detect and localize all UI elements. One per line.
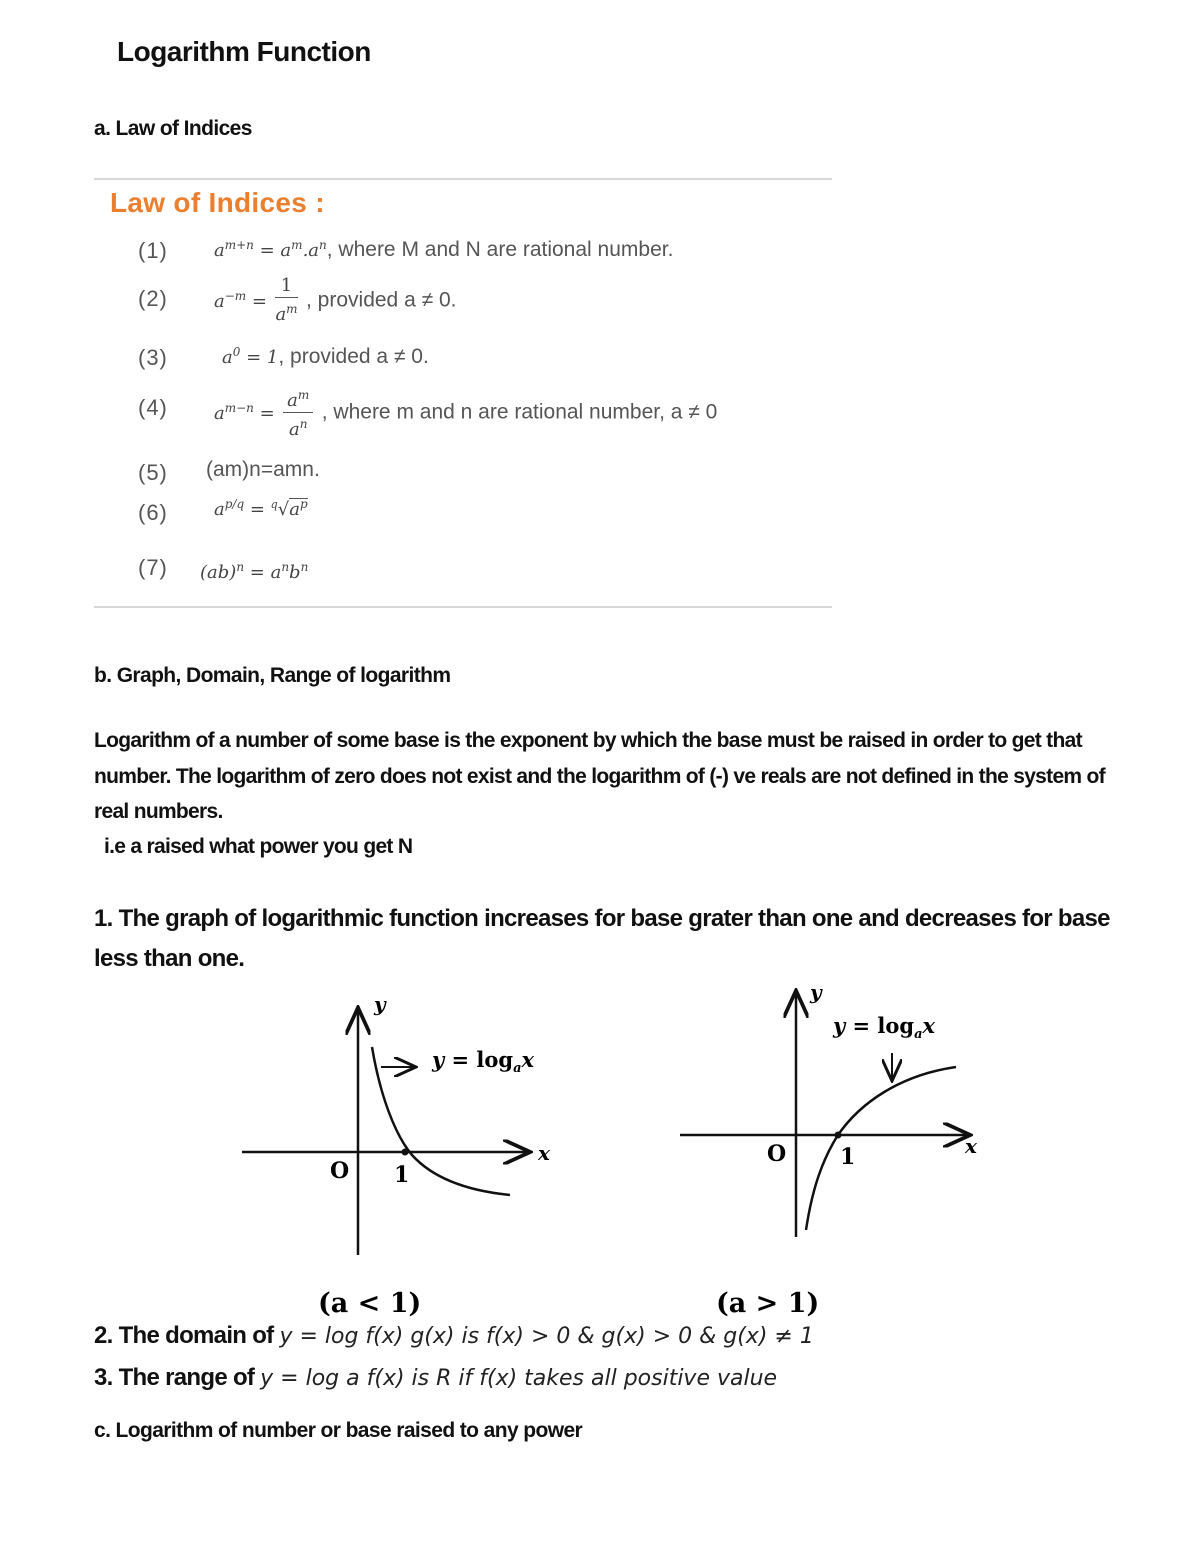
point-3 — [94, 1364, 777, 1392]
law-4: $a^{m-n}$ = $\frac{a^m}{a^n}$ , where m and n are rational number, a ≠ 0 — [214, 384, 717, 441]
point-1: 1. The graph of logarithmic function increases for base grater than one and decreases for base less than one. — [94, 905, 1110, 972]
law-5: (am)n=amn. — [206, 458, 320, 481]
definition-ie: i.e a raised what power you get N — [104, 835, 413, 858]
law-6: $a^{p/q} = ^q√a^p$ — [214, 497, 308, 520]
point-3-math: y = log a f(x) is R if f(x) takes all positive value — [260, 1366, 778, 1391]
graph-left-caption: (a < 1) — [318, 1288, 422, 1319]
intercept-point — [402, 1149, 409, 1156]
law-number: (1) — [138, 238, 168, 263]
definition-paragraph: Logarithm of a number of some base is the exponent by which the base must be raised in order to get that number. The logarithm of zero does not exist and the logarithm of (-) ve reals are not defined in the system of real numbers. — [94, 729, 1105, 823]
graph-left — [242, 992, 551, 1319]
y-axis-label: y — [374, 992, 386, 1016]
section-a-heading: a. Law of Indices — [94, 117, 252, 140]
intercept-point — [835, 1132, 842, 1139]
section-b-heading: b. Graph, Domain, Range of logarithm — [94, 664, 451, 687]
law-number: (5) — [138, 460, 168, 485]
x-axis-label: x — [965, 1134, 977, 1158]
section-c-heading: c. Logarithm of number or base raised to any power — [94, 1419, 583, 1442]
point-2-math: y = log f(x) g(x) is f(x) > 0 & g(x) > 0 & g(x) ≠ 1 — [279, 1324, 814, 1349]
law-7: $(ab)^n = a^nb^n$ — [200, 560, 309, 583]
log-graphs — [0, 975, 1200, 1320]
box-bottom-rule — [94, 606, 832, 608]
law-of-indices-title: Law of Indices : — [110, 187, 325, 218]
origin-label: O — [330, 1158, 350, 1184]
law-number: (6) — [138, 500, 168, 525]
curve-label: $y = \log_ax$ — [833, 1013, 936, 1042]
law-1: $a^{m+n} = a^m.a^n$, where M and N are rational number. — [214, 238, 674, 261]
increasing-curve — [806, 1067, 956, 1230]
point-2 — [94, 1322, 814, 1350]
point-2-prefix: 2. The domain of — [94, 1322, 274, 1349]
law-number: (2) — [138, 286, 168, 311]
curve-label: $y = \log_ax$ — [432, 1047, 535, 1076]
law-number: (3) — [138, 345, 168, 370]
law-1-text: , where M and N are rational number. — [326, 238, 674, 261]
law-4-text: , where m and n are rational number, a ≠ 0 — [321, 400, 718, 424]
page-title: Logarithm Function — [117, 36, 371, 67]
law-3: $a^0 = 1$, provided a ≠ 0. — [222, 345, 429, 368]
intercept-label: 1 — [840, 1144, 856, 1170]
law-2: $a^{-m}$ = $\frac{1}{a^m}$ , provided a ≠ 0. — [214, 275, 457, 325]
graph-right — [680, 980, 978, 1319]
law-3-text: , provided a ≠ 0. — [278, 345, 429, 368]
point-3-prefix: 3. The range of — [94, 1364, 255, 1391]
graph-right-caption: (a > 1) — [716, 1288, 820, 1319]
law-number: (7) — [138, 555, 168, 580]
intercept-label: 1 — [394, 1162, 410, 1188]
box-top-rule — [94, 178, 832, 180]
origin-label: O — [767, 1141, 787, 1167]
law-number: (4) — [138, 395, 168, 420]
y-axis-label: y — [810, 980, 822, 1004]
x-axis-label: x — [538, 1141, 550, 1165]
law-2-text: , provided a ≠ 0. — [306, 288, 457, 312]
